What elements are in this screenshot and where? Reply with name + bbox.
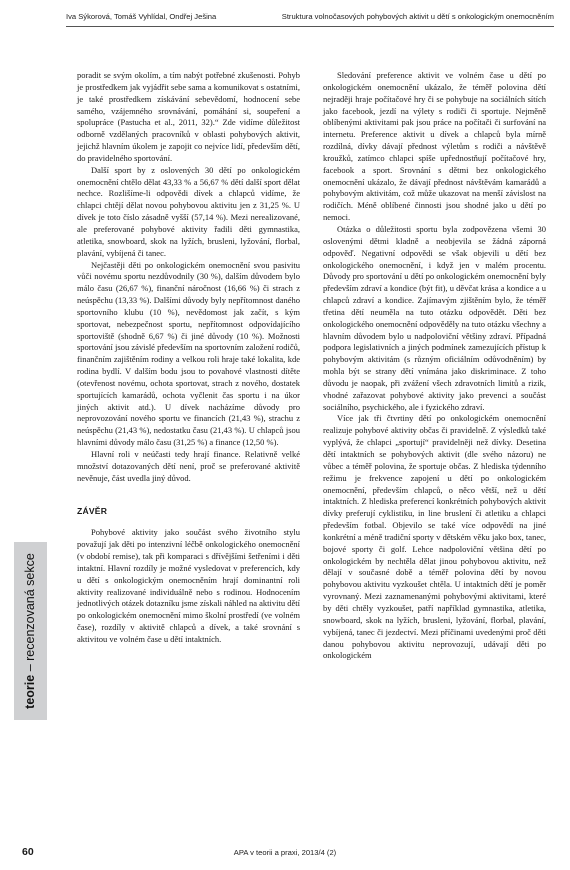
right-column <box>323 70 546 662</box>
running-header <box>66 12 554 21</box>
conclusion-heading: ZÁVĚR <box>77 505 108 516</box>
journal-footer: APA v teorii a praxi, 2013/4 (2) <box>233 848 337 857</box>
paragraph: Otázka o důležitosti sportu byla zodpovězena všemi 30 oslovenými dětmi kladně a neobjevila se žádná záporná odpověď. Negativní odpovědi se však objevili u dětí bez onkologického onemocnění, i když jen v malém procentu. Důvody pro sportování u dětí po onkologickém onemocnění byly především zdraví a kondice (být fit), u děvčat krása a kondice a u chlapců zdraví a kondice. Zajímavým zjištěním bylo, že téměř třetina dětí neuměla na tuto otázku odpovědět. Děti bez onkologického onemocnění odpověděly na tuto otázku všechny a hlavním důvodem bylo u nadpoloviční většiny zdraví. Případná podpora legislativních a jiných podmínek zamezujících přístup k pohybovým aktivitám (s různým oficiálním odůvodněním) by mohla být se strany dětí vnímána jako diskriminace. Z toho důvodu je naopak, při zvážení všech zdravotních limitů a rizik, vhodné zařazovat pohybové aktivity jako prevenci a součást sociálního, psychického, ale i fyzického zdraví. <box>323 223 546 412</box>
header-authors: Iva Sýkorová, Tomáš Vyhlídal, Ondřej Ješina <box>66 12 217 21</box>
paragraph: Hlavní roli v neúčasti tedy hrají finance. Relativně velké množství dotazovaných dětí není, proč se preferované aktivitě nevěnuje, část uvedla jiný důvod. <box>77 449 300 483</box>
paragraph: Nejčastěji děti po onkologickém onemocnění svou pasivitu vůči novému sportu nezdůvodnily (30 %), dalším důvodem bylo málo času (26,67 %), finanční náročnost (16,66 %) či strach z neúspěchu (13,33 %). Dalšími důvody byly nepřítomnost daného sportovního klubu (10 %), nevědomost jak začít, s kým sportovat, nebezpečnost sportu, nepřítomnost odpovídajícího sportoviště (shodně 6,67 %) či jiné důvody (10 %). Možnosti sportování jsou závislé především na sportovním založení rodičů, finančním zajištěním rodiny a velkou roli hraje také lokalita, kde rodina bydlí. V dalším bodu jsou to povahové vlastnosti dítěte (otevřenost novému, ochota sportovat, strach z nového, dostatek sportujících kamarádů, ochota vyčlenit čas sportu i na úkor jiných aktivit atd.). U dívek nacházíme důvody pro neprovozování nového sportu ve financích (21,43 %), strachu z neúspěchu (21,43 %), nedostatku času (21,43 %). U chlapců jsou hlavními důvody málo času (31,25 %) a finance (12,50 %). <box>77 259 300 448</box>
paragraph: Sledování preference aktivit ve volném čase u dětí po onkologickém onemocnění ukázalo, že téměř polovina dětí nejraději hraje počítačové hry či se pohybuje na sociálních sítích jako facebook, jezdí na výlety s rodiči či sportuje. Nejměně oblíbenými aktivitami pak jsou práce na počítači či surfování na internetu. Preference aktivit u dívek a chlapců byla mírně rozdílná, dívky dávají přednost výletům s rodiči a návštěvě kroužků, zatímco chlapci spíše upřednostňují počítačové hry, facebook a sport. Srovnání s dětmi bez onkologického onemocnění ukázalo, že dávají přednost návštěvám kamarádů a pohybovým aktivitám, což může ukazovat na menší závislost na rodičích. Méně oblíbené činnosti jsou shodné jako u dětí po nemoci. <box>323 70 546 223</box>
section-dash: – <box>23 660 37 675</box>
paragraph: Pohybové aktivity jako součást svého životního stylu považují jak děti po intenzivní léčbě onkologického onemocnění (v období remise), tak při komparaci s dřívějšími šetřeními i děti intaktní. Hlavní rozdíly je možné vysledovat v preferencích, kdy u dětí s onkologickým onemocněním hrají dominantní roli aktivity realizované individuálně nebo s rodinou. Hodnocením jednotlivých otázek dotazníku jsme získali náhled na aktivitu dětí po onkologickém onemocnění mimo školní prostředí (ve volném čase), rozdíly v aktivitě chlapců a dívek, a také srovnání s aktivitou ve volném čase u dětí intaktních. <box>77 527 300 644</box>
header-rule <box>66 26 554 27</box>
section-subname: recenzovaná sekce <box>23 553 37 661</box>
paragraph: poradit se svým okolím, a tím nabýt potřebné zkušenosti. Pohyb je prostředkem jak vyjádřit sebe sama a komunikovat s ostatními, je také prostředkem získávání sebevědomí, hodnocení sebe samého, vzájemného srovnávání, pomáhání si, soupeření a spolupráce (Pastucha et al., 2011, 32).“ Zde vidíme důležitost odborně vzdělaných pracovníků v oblasti pohybových aktivit, jejichž hlavním úkolem je zapojit co nejvíce lidí, především dětí, do pravidelného sportování. <box>77 70 300 163</box>
section-name: teorie <box>23 674 37 709</box>
paragraph: Více jak tři čtvrtiny dětí po onkologickém onemocnění realizuje pohybové aktivity občas či pravidelně. Z výsledků také vyplývá, že chlapci „sportují“ pravidelněji než dívky. Desetina dětí intaktních se pohybových aktivit (dle svého názoru) ne vůbec a téměř polovina, že sportuje občas. Z hlediska týdenního režimu je frekvence zapojení u dětí po onkologickém onemocnění, především chlapců, o něco větší, než u dětí intaktních. Z hlediska preferencí konkrétních pohybových aktivit dívky preferují cyklistiku, in line bruslení či atletiku a chlapci především fotbal. Objevilo se také více odpovědí na jiné konkrétní a méně tradiční sporty v dětském věku jako box, tanec, bojové sporty či golf. Lehce nadpoloviční většina dětí po onkologickém by nechtěla dělat jinou pohybovou aktivitu, než dělají v současné době a téměř polovina dětí by novou pohybovou aktivitu vyzkoušet chtěla. U intaktních dětí je poměr vyrovnaný. Mezi zaznamenanými pohybovými aktivitami, které by děti chtěly vyzkoušet, patří například gymnastika, atletika, snowboard, skok na lyžích, brusleni, lyžování, florbal, plavání, vybíjená, tanec či jezdectví. Mezi příčinami uvedenými proč děti danou pohybovou aktivitu neprovozují, udávají děti po onkologickém <box>323 413 546 661</box>
page-number: 60 <box>22 846 34 858</box>
header-article-title: Struktura volnočasových pohybových aktivit u dětí s onkologickým onemocněním <box>281 12 554 21</box>
left-column <box>77 70 300 646</box>
section-side-label <box>23 553 37 709</box>
paragraph: Další sport by z oslovených 30 dětí po onkologickém onemocnění chtělo dělat 43,33 % a 56,67 % dětí další sport dělat nechce. Rozlišíme-li odpovědi dívek a chlapců vidíme, že chlapci chtějí dělat novou pohybovou aktivitu jen z 31,25 %. U dívek je toto číslo zásadně vyšší (57,14 %). Mezi nerealizované, ale preferované pohybové aktivity řadili děti gymnastika, atletika, snowboard, skok na lyžích, brusleni, lyžování, florbal, plavání, vybíjená či tanec. <box>77 164 300 258</box>
